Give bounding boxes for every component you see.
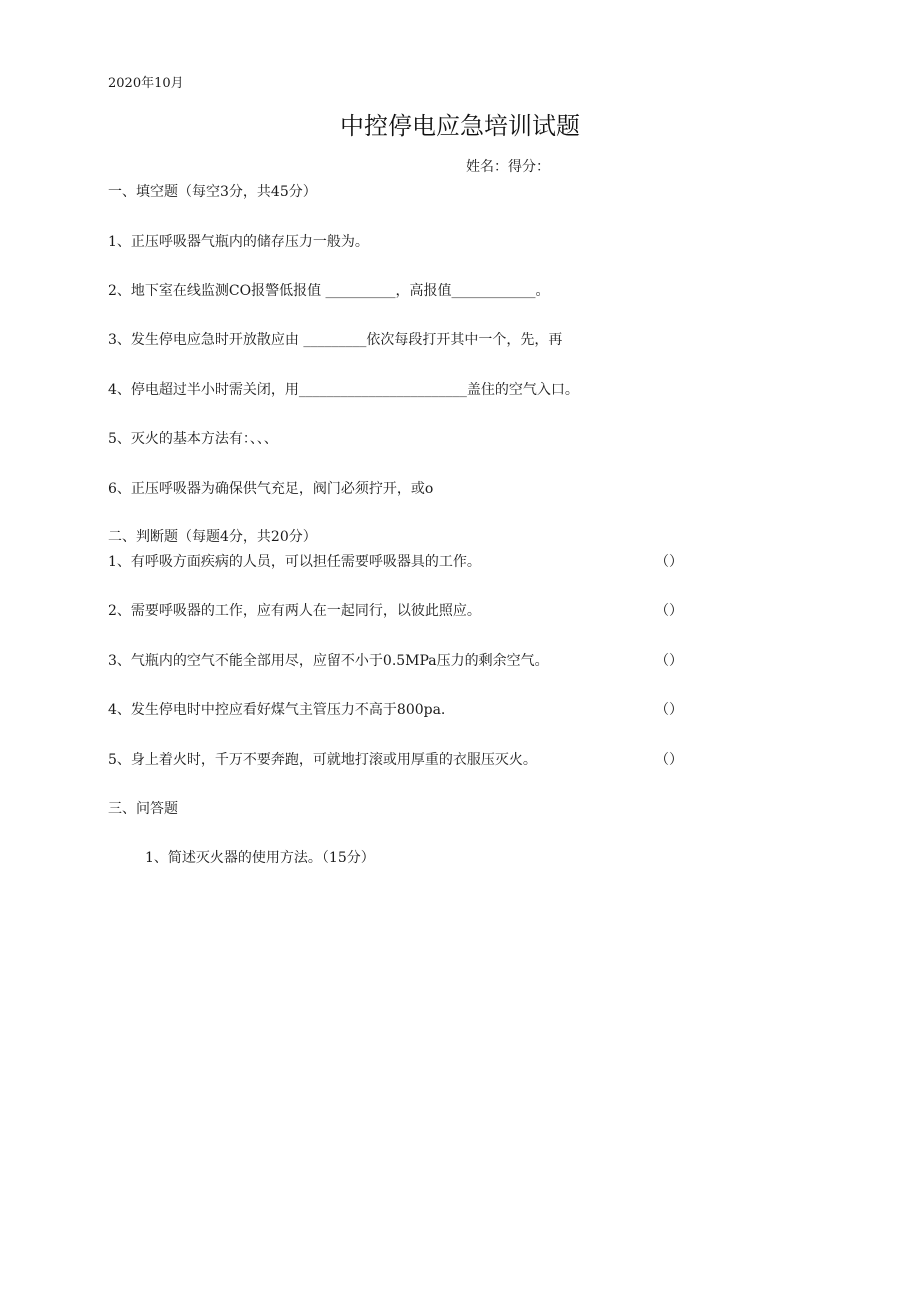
- answer-parentheses-2: （）: [655, 603, 683, 619]
- fill-blank-question-3: 3、发生停电应急时开放散应由 _________依次每段打开其中一个，先，再: [108, 332, 563, 348]
- answer-parentheses-1: （）: [655, 554, 683, 570]
- fill-blank-question-4: 4、停电超过半小时需关闭，用________________________盖住的空气入口。: [108, 382, 579, 398]
- fill-blank-question-2: 2、地下室在线监测CO报警低报值 __________，高报值____________。: [108, 283, 550, 299]
- fill-blank-question-6: 6、正压呼吸器为确保供气充足，阀门必须拧开，或o: [108, 481, 434, 497]
- exam-title: 中控停电应急培训试题: [340, 112, 580, 140]
- true-false-question-2: 2、需要呼吸器的工作，应有两人在一起同行，以彼此照应。: [108, 603, 481, 619]
- section-short-answer-heading: 三、问答题: [108, 801, 178, 817]
- true-false-question-1: 1、有呼吸方面疾病的人员，可以担任需要呼吸器具的工作。: [108, 554, 481, 570]
- fill-blank-question-1: 1、正压呼吸器气瓶内的储存压力一般为。: [108, 234, 369, 250]
- short-answer-question-1: 1、简述灭火器的使用方法。（15分）: [145, 850, 375, 866]
- true-false-question-3: 3、气瓶内的空气不能全部用尽，应留不小于0.5MPa压力的剩余空气。: [108, 653, 549, 669]
- exam-date: 2020年10月: [108, 76, 184, 91]
- answer-parentheses-3: （）: [655, 653, 683, 669]
- true-false-question-5: 5、身上着火时，千万不要奔跑，可就地打滚或用厚重的衣服压灭火。: [108, 752, 537, 768]
- section-fill-blank-heading: 一、填空题（每空3分，共45分）: [108, 184, 317, 200]
- answer-parentheses-4: （）: [655, 702, 683, 718]
- section-true-false-heading: 二、判断题（每题4分，共20分）: [108, 529, 317, 545]
- name-score-field: 姓名：得分：: [466, 159, 550, 175]
- true-false-question-4: 4、发生停电时中控应看好煤气主管压力不高于800pa.: [108, 702, 446, 718]
- fill-blank-question-5: 5、灭火的基本方法有：、、、: [108, 431, 278, 447]
- answer-parentheses-5: （）: [655, 752, 683, 768]
